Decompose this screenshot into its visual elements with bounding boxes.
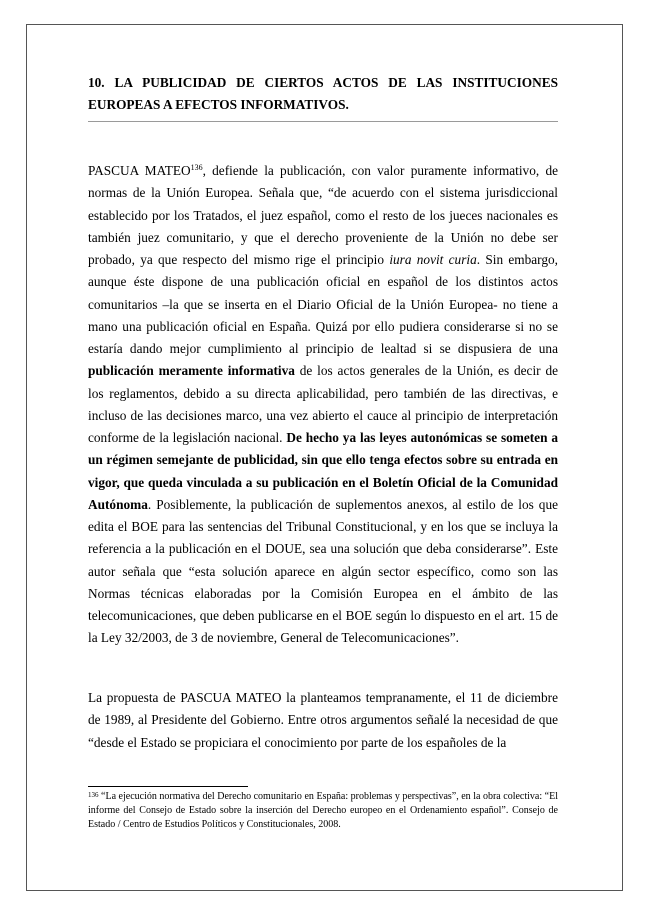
paragraph-text: . Sin embargo, aunque éste dispone de una publicación oficial en español de los distintos actos comunitarios –la que se inserta en el Diario Oficial de la Unión Europea- no tiene a mano una publicación oficial en España. Quizá por ello pudiera considerarse si no se estaría dando mejor cumplimiento al principio de lealtad si se dispusiera de una <box>88 252 558 356</box>
body-paragraph-2: La propuesta de PASCUA MATEO la planteamos tempranamente, el 11 de diciembre de 1989, al Presidente del Gobierno. Entre otros argumentos señalé la necesidad de que “desde el Estado se propiciara el conocimiento por parte de los españoles de la <box>88 690 558 750</box>
bold-sentence: De hecho ya las leyes autonómicas se someten a un régimen semejante de publicidad, sin que ello tenga efectos sobre su entrada en vigor, que queda vinculada a su publicación en el Boletín Oficial de la Comunidad Autónoma <box>88 430 558 512</box>
bold-phrase: publicación meramente informativa <box>88 363 295 379</box>
latin-phrase: iura novit curia <box>389 252 477 267</box>
heading-divider <box>88 121 558 122</box>
body-paragraph-1 <box>88 160 558 650</box>
paragraph-text: de los actos generales de la Unión, es decir de los reglamentos, debido a su directa aplicabilidad, pero también de las directivas, e incluso de las decisiones marco, una vez abierto el cauce al principio de interpretación conforme de la legislación nacional. <box>88 363 558 445</box>
footnote-separator <box>88 786 248 787</box>
footnote-reference[interactable]: 136 <box>190 163 203 172</box>
author-name: PASCUA MATEO <box>88 163 191 178</box>
section-heading: 10. LA PUBLICIDAD DE CIERTOS ACTOS DE LAS INSTITUCIONES EUROPEAS A EFECTOS INFORMATIVOS. <box>88 75 558 112</box>
paragraph-text: . Posiblemente, la publicación de suplementos anexos, al estilo de los que edita el BOE para las sentencias del Tribunal Constitucional, y en los que se incluya la referencia a la publicación en el DOUE, sea una solución que deba considerarse”. Este autor señala que “esta solución aparece en algún sector específico, como son las Normas técnicas elaboradas por la Comisión Europea en el ámbito de las telecomunicaciones, que deben publicarse en el BOE según lo dispuesto en el art. 15 de la Ley 32/2003, de 3 de noviembre, General de Telecomunicaciones”. <box>88 496 558 646</box>
footnote-text: “La ejecución normativa del Derecho comunitario en España: problemas y perspectivas”, en la obra colectiva: “El informe del Consejo de Estado sobre la inserción del Derecho europeo en el Ordenamiento español”. Consejo de Estado / Centro de Estudios Políticos y Constitucionales, 2008. <box>88 791 558 830</box>
footnote <box>88 790 558 832</box>
paragraph-text: , defiende la publicación, con valor puramente informativo, de normas de la Unión Europea. Señala que, “de acuerdo con el sistema jurisdiccional establecido por los Tratados, el juez español, como el resto de los jueces nacionales es también juez comunitario, y que el derecho proveniente de la Unión no debe ser probado, ya que respecto del mismo rige el principio <box>88 163 558 267</box>
footnote-number: 136 <box>88 791 99 799</box>
